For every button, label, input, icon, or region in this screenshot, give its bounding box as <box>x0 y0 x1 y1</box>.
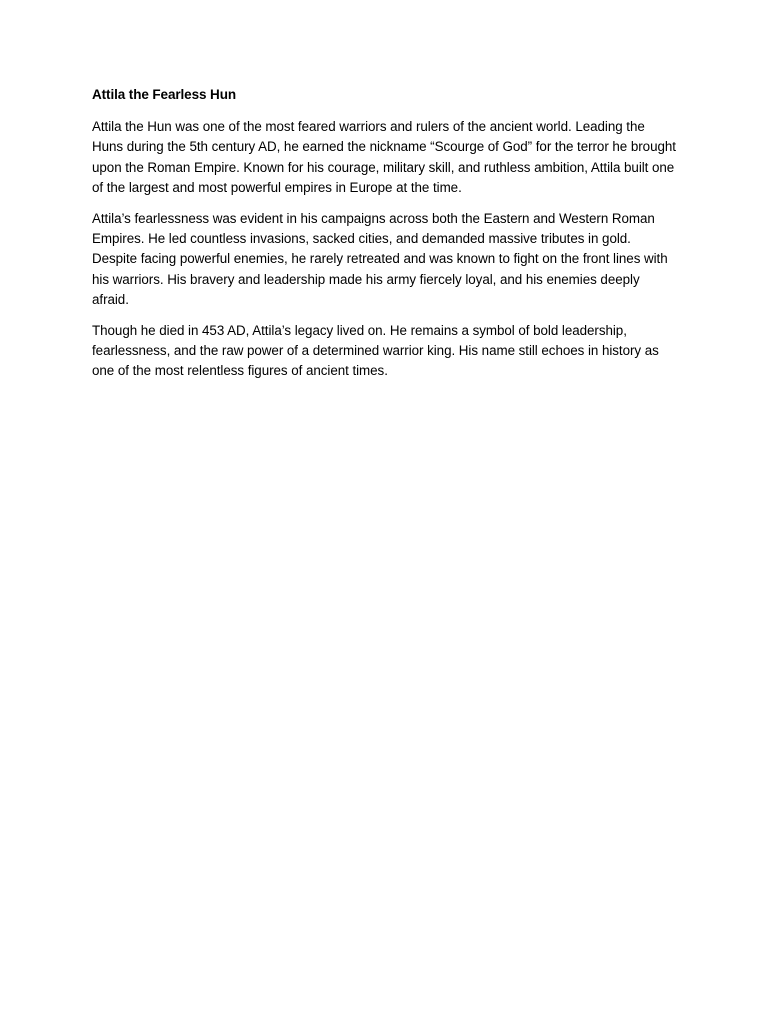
paragraph-3: Though he died in 453 AD, Attila’s legacy lived on. He remains a symbol of bold leadership, fearlessness, and the raw power of a determined warrior king. His name still echoes in history as one of the most relentless figures of ancient times. <box>92 322 659 379</box>
paragraph-1: Attila the Hun was one of the most feared warriors and rulers of the ancient world. Leading the Huns during the 5th century AD, he earned the nickname “Scourge of God” for the terror he brought upon the Roman Empire. Known for his courage, military skill, and ruthless ambition, Attila built one of the largest and most powerful empires in Europe at the time. <box>92 119 676 196</box>
document-title: Attila the Fearless Hun <box>92 87 236 102</box>
paragraph-2: Attila’s fearlessness was evident in his campaigns across both the Eastern and Western Roman Empires. He led countless invasions, sacked cities, and demanded massive tributes in gold. Despite facing powerful enemies, he rarely retreated and was known to fight on the front lines with his warriors. His bravery and leadership made his army fiercely loyal, and his enemies deeply afraid. <box>92 210 668 308</box>
